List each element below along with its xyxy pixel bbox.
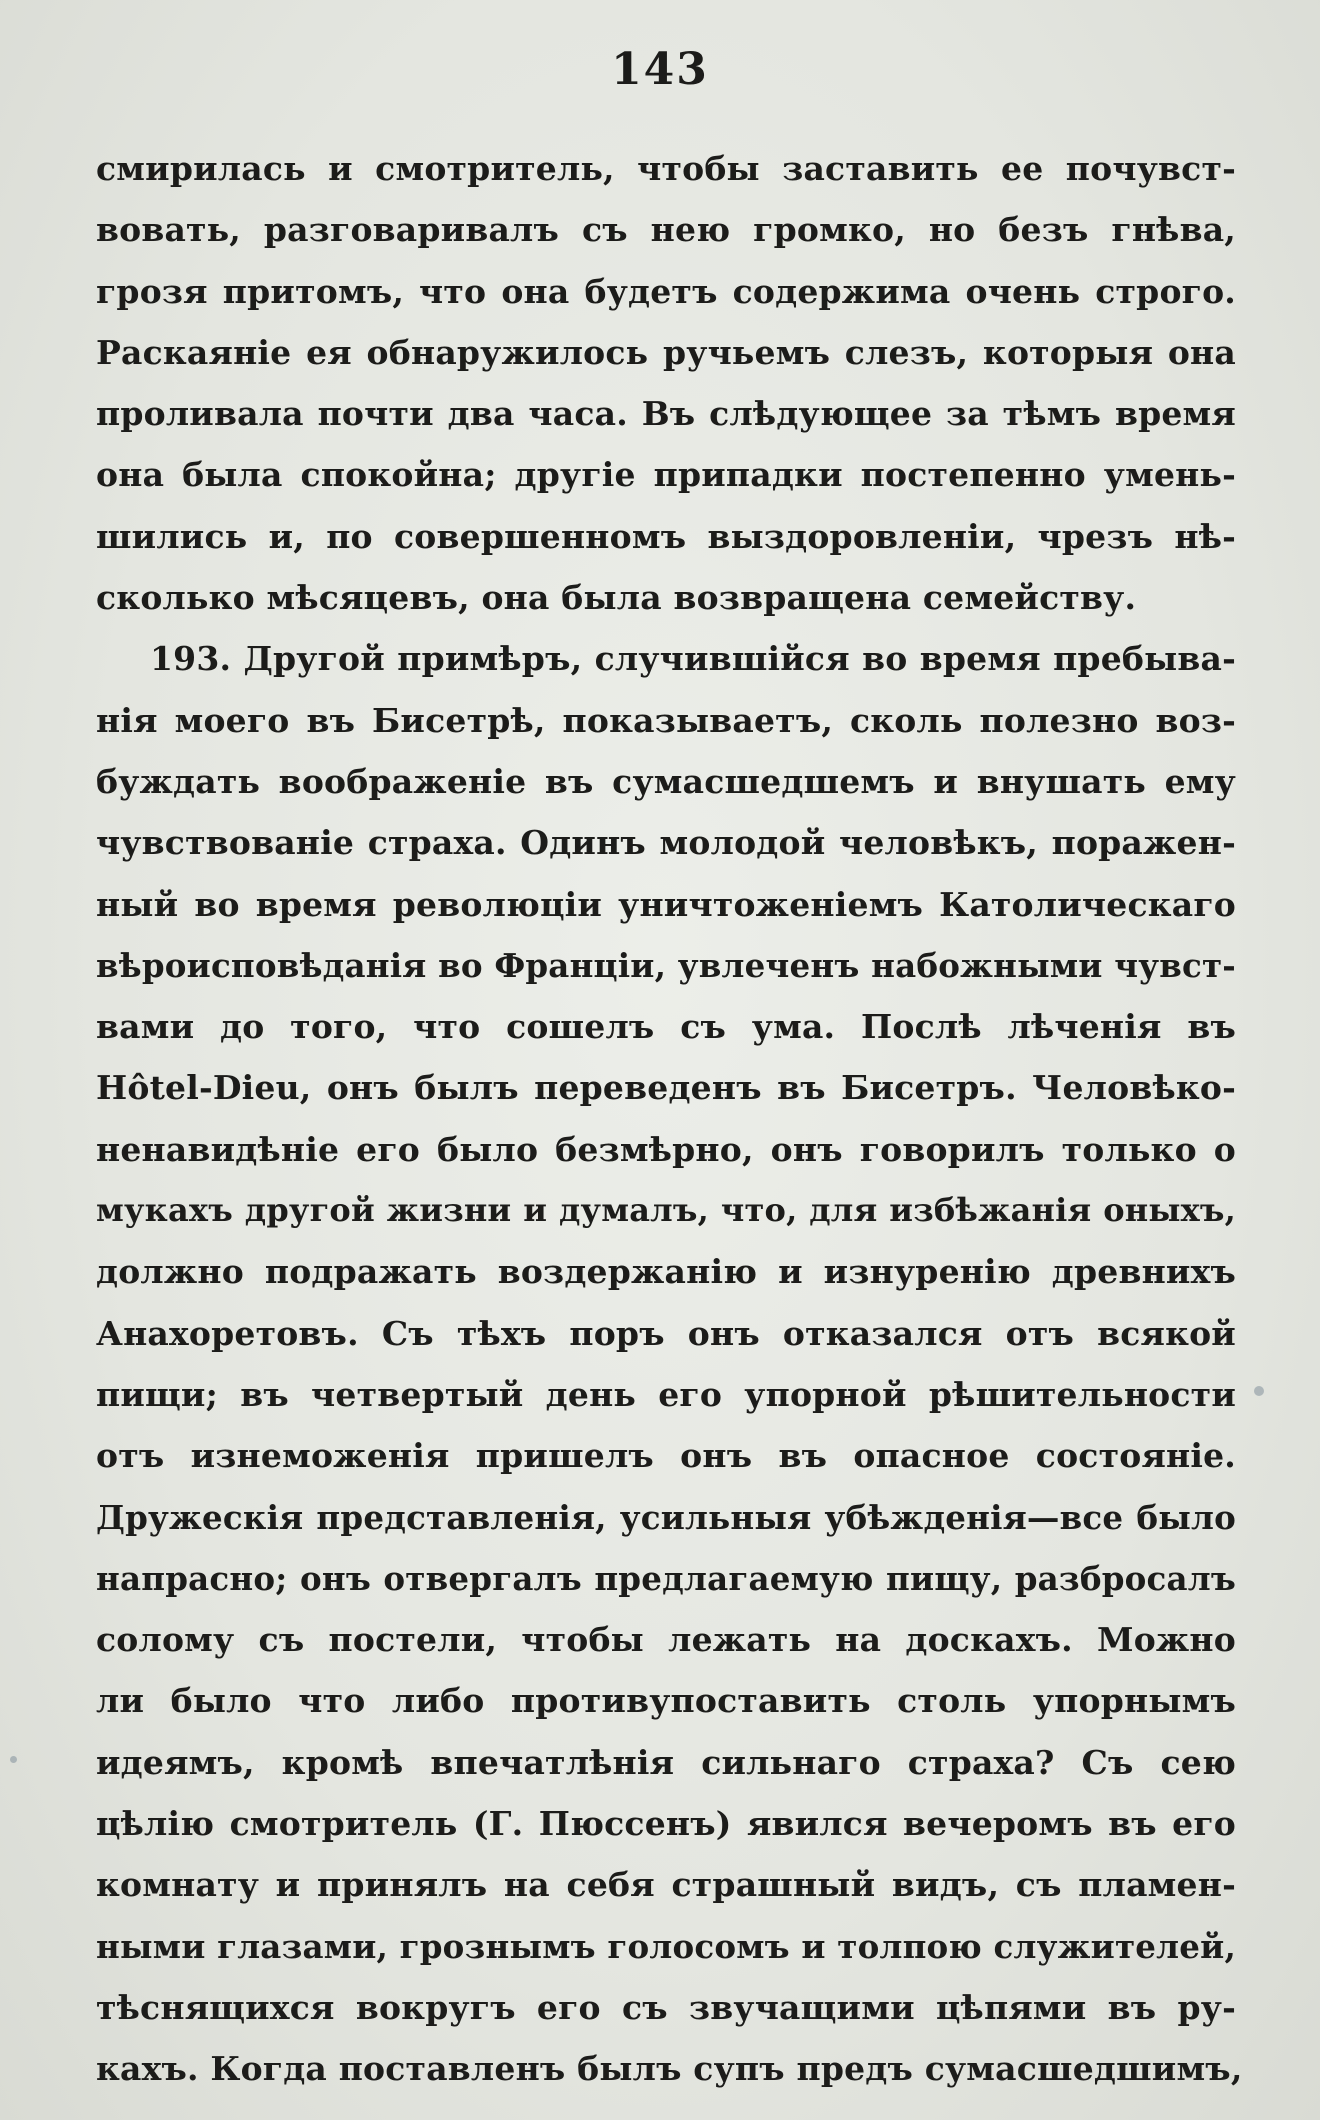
text-line: чувствованіе страха. Одинъ молодой человѣкъ, поражен-: [96, 823, 1236, 863]
text-line: нія моего въ Бисетрѣ, показываетъ, сколь полезно воз-: [96, 700, 1236, 740]
text-line: Дружескія представленія, усильныя убѣжденія—все было: [96, 1497, 1236, 1537]
text-line: Раскаяніе ея обнаружилось ручьемъ слезъ, которыя она: [96, 332, 1236, 372]
text-line: пищи; въ четвертый день его упорной рѣшительности: [96, 1374, 1236, 1414]
text-line: должно подражать воздержанію и изнуренію древнихъ: [96, 1252, 1236, 1292]
body-text: [96, 138, 1243, 2100]
text-line: вѣроисповѣданія во Франціи, увлеченъ набожными чувст-: [96, 945, 1236, 985]
text-line: шились и, по совершенномъ выздоровленіи, чрезъ нѣ-: [96, 516, 1236, 556]
text-line: грозя притомъ, что она будетъ содержима очень строго.: [96, 271, 1236, 311]
text-line: комнату и принялъ на себя страшный видъ, съ пламен-: [96, 1865, 1236, 1905]
text-line: она была спокойна; другіе припадки постепенно умень-: [96, 455, 1236, 495]
text-line: Hôtel-Dieu, онъ былъ переведенъ въ Бисетръ. Человѣко-: [96, 1068, 1236, 1108]
page-number: 143: [611, 44, 709, 95]
text-line: цѣлію смотритель (Г. Пюссенъ) явился вечеромъ въ его: [96, 1804, 1236, 1844]
paragraph-start-line: 193. Другой примѣръ, случившійся во время пребыва-: [150, 639, 1236, 679]
text-line: ный во время революціи уничтоженіемъ Католическаго: [96, 884, 1236, 924]
text-line: ненавидѣніе его было безмѣрно, онъ говорилъ только о: [96, 1129, 1236, 1169]
text-line: ными глазами, грознымъ голосомъ и толпою служителей,: [96, 1926, 1236, 1966]
text-line: вами до того, что сошелъ съ ума. Послѣ лѣченія въ: [96, 1007, 1236, 1047]
paragraph-end-line: сколько мѣсяцевъ, она была возвращена семейству.: [96, 578, 1137, 618]
text-line: отъ изнеможенія пришелъ онъ въ опасное состояніе.: [96, 1436, 1236, 1476]
text-line: ли было что либо противупоставить столь упорнымъ: [96, 1681, 1236, 1721]
text-line: кахъ. Когда поставленъ былъ супъ предъ сумасшедшимъ,: [96, 2049, 1243, 2089]
text-line: мукахъ другой жизни и думалъ, что, для избѣжанія оныхъ,: [96, 1191, 1236, 1230]
text-line: Анахоретовъ. Съ тѣхъ поръ онъ отказался отъ всякой: [96, 1313, 1236, 1353]
text-line: напрасно; онъ отвергалъ предлагаемую пищу, разбросалъ: [96, 1558, 1236, 1598]
paper-speck: [1254, 1386, 1264, 1396]
text-line: идеямъ, кромѣ впечатлѣнія сильнаго страха? Съ сею: [96, 1742, 1236, 1782]
text-line: проливала почти два часа. Въ слѣдующее за тѣмъ время: [96, 394, 1236, 434]
text-line: вовать, разговаривалъ съ нею громко, но безъ гнѣва,: [96, 210, 1236, 250]
text-line: смирилась и смотритель, чтобы заставить ее почувст-: [96, 149, 1236, 188]
paper-speck: [10, 1756, 17, 1763]
text-line: буждать воображеніе въ сумасшедшемъ и внушать ему: [96, 761, 1236, 801]
text-line: солому съ постели, чтобы лежать на доскахъ. Можно: [96, 1620, 1236, 1660]
text-line: тѣснящихся вокругъ его съ звучащими цѣпями въ ру-: [96, 1987, 1236, 2027]
